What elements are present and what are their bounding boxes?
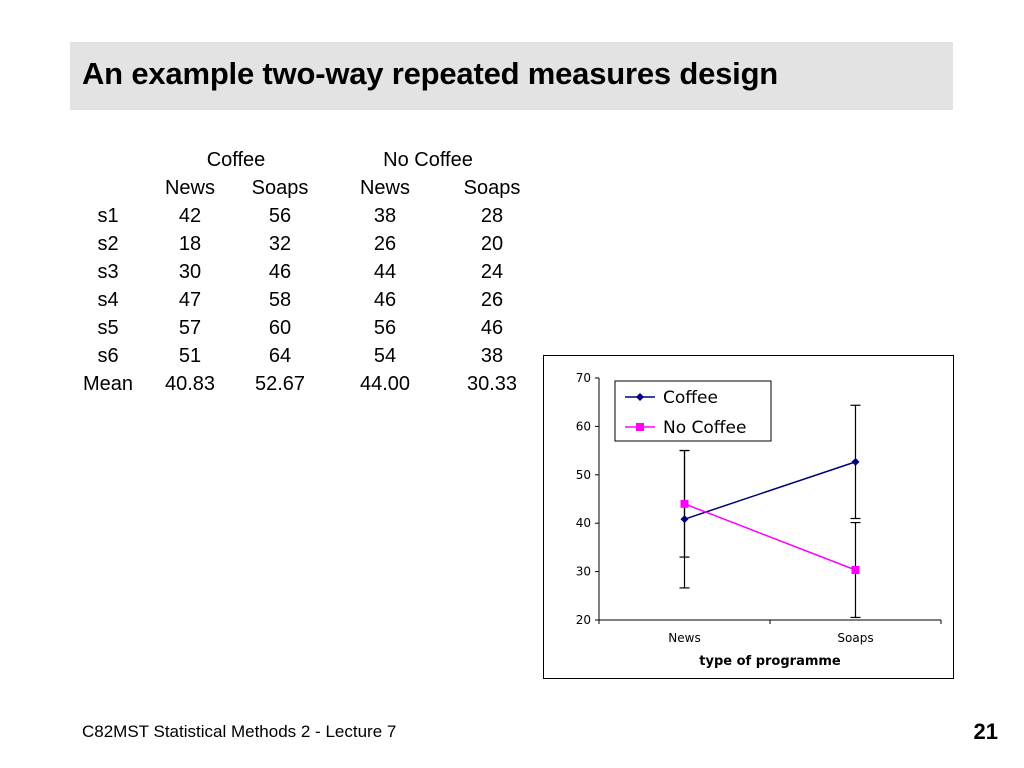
column-header: News [359,177,411,199]
legend-marker [636,423,644,431]
table-cell: 28 [480,205,504,227]
x-tick-label: News [668,631,701,645]
table-cell: 26 [373,233,397,255]
row-label: s4 [97,289,119,311]
table-cell: 46 [480,317,504,339]
table-cell: 52.67 [254,373,306,395]
row-label: s6 [97,345,119,367]
row-label: s2 [97,233,119,255]
row-label: s5 [97,317,119,339]
table-cell: 18 [178,233,202,255]
table-cell: 38 [480,345,504,367]
x-axis-label: type of programme [699,654,841,669]
title-bar [70,42,953,110]
y-tick-label: 40 [575,516,591,531]
table-cell: 56 [268,205,292,227]
group-header: Coffee [206,149,266,171]
table-cell: 60 [268,317,292,339]
table-cell: 30 [178,261,202,283]
x-tick-label: Soaps [837,631,874,645]
y-tick-label: 50 [575,467,591,482]
row-label: s3 [97,261,119,283]
table-cell: 64 [268,345,292,367]
column-header: Soaps [463,177,521,199]
column-header: News [164,177,216,199]
table-cell: 46 [373,289,397,311]
row-label: s1 [97,205,119,227]
slide-title: An example two-way repeated measures design [82,56,779,91]
group-header: No Coffee [383,149,473,171]
table-cell: 30.33 [466,373,518,395]
table-cell: 51 [178,345,202,367]
table-cell: 44 [373,261,397,283]
table-cell: 40.83 [164,373,216,395]
series-line [685,504,856,570]
y-tick-label: 20 [575,613,591,627]
chart [543,355,954,679]
table-cell: 56 [373,317,397,339]
table-cell: 32 [268,233,292,255]
table-cell: 54 [373,345,397,367]
table-cell: 20 [480,233,504,255]
y-tick-label: 30 [575,564,591,579]
table-cell: 24 [480,261,504,283]
page-number: 21 [973,719,998,744]
data-point [681,515,689,523]
column-header: Soaps [251,177,309,199]
data-point [852,458,860,466]
table-cell: 47 [178,289,202,311]
legend-label: No Coffee [663,418,747,438]
table-cell: 58 [268,289,292,311]
table-cell: 44.00 [359,373,411,395]
chart-svg [544,356,953,678]
table-cell: 42 [178,205,202,227]
data-point [681,500,689,508]
series-line [685,462,856,519]
table-cell: 26 [480,289,504,311]
table-cell: 57 [178,317,202,339]
footer-text: C82MST Statistical Methods 2 - Lecture 7 [82,722,397,741]
table-cell: 38 [373,205,397,227]
y-tick-label: 70 [575,371,591,385]
data-point [852,566,860,574]
table-cell: 46 [268,261,292,283]
y-tick-label: 60 [575,419,591,434]
legend-label: Coffee [663,388,718,408]
row-label: Mean [82,373,134,395]
